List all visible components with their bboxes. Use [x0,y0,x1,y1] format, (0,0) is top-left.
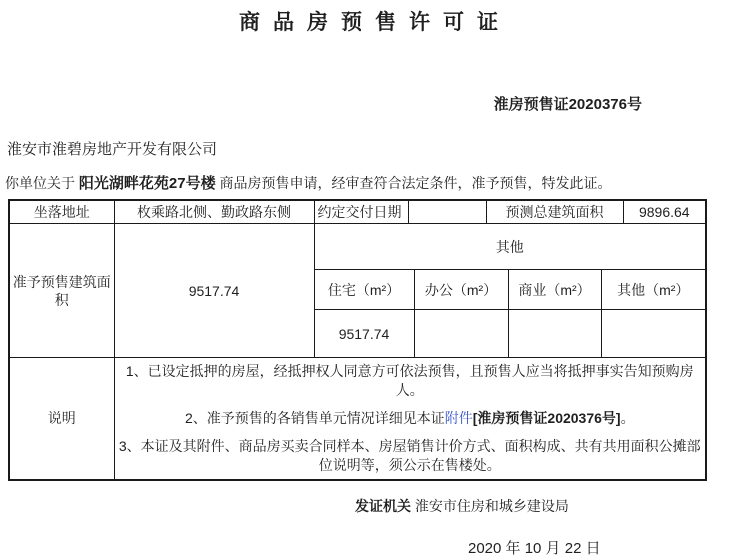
approved-area-label: 准予预售建筑面积 [12,273,111,308]
authority-label: 发证机关 [355,498,411,514]
col-header-residential: 住宅（m²） [314,270,414,310]
value-residential: 9517.74 [314,310,414,358]
document-title: 商品房预售许可证 [239,11,511,34]
company-name: 淮安市淮碧房地产开发有限公司 [7,141,218,158]
col-header-office: 办公（m²） [414,270,508,310]
note-item-2 [115,409,706,428]
note-item-3: 3、本证及其附件、商品房买卖合同样本、房屋销售计价方式、面积构成、共有共用面积公摊部位说明等，须公示在售楼处。 [118,437,701,473]
project-name: 阳光湖畔花苑27号楼 [78,175,216,192]
intro-prefix: 你单位关于 [5,175,79,191]
col-header-other: 其他（m²） [601,270,706,310]
table-row [9,224,706,270]
notes-content-cell [114,358,706,480]
total-area-value: 9896.64 [638,204,690,220]
attachment-link[interactable]: 附件 [444,409,473,426]
note2-prefix: 2、准予预售的各销售单元情况详细见本证 [184,409,445,426]
address-label-cell: 坐落地址 [9,200,114,224]
total-area-label: 预测总建筑面积 [487,201,624,223]
issuing-authority [355,496,569,516]
issue-date: 2020 年 10 月 22 日 [468,540,601,557]
note2-suffix: 。 [620,409,635,426]
other-header-cell: 其他 [314,224,706,270]
note2-cert-ref: [淮房预售证2020376号] [472,409,621,426]
approved-area-total-cell: 9517.74 [114,224,314,358]
value-office [414,310,508,358]
value-other [601,310,706,358]
intro-sentence [5,172,611,193]
permit-table [8,199,707,481]
authority-value: 淮安市住房和城乡建设局 [411,498,569,514]
certificate-number: 淮房预售证2020376号 [493,96,642,113]
table-row [9,358,706,480]
table-row [9,200,706,224]
approved-area-label-cell [9,224,114,358]
notes-label-cell: 说明 [9,358,114,480]
row1-right-cell [314,200,706,224]
address-value-cell: 枚乘路北侧、勤政路东侧 [114,200,314,224]
col-header-commercial: 商业（m²） [508,270,601,310]
delivery-date-value [409,201,487,223]
intro-suffix: 商品房预售申请，经审查符合法定条件，准予预售，特发此证。 [215,175,612,191]
note-item-1: 1、已设定抵押的房屋，经抵押权人同意方可依法预售，且预售人应当将抵押事实告知预购房人。 [125,362,694,398]
value-commercial [508,310,601,358]
delivery-date-label: 约定交付日期 [315,201,409,223]
